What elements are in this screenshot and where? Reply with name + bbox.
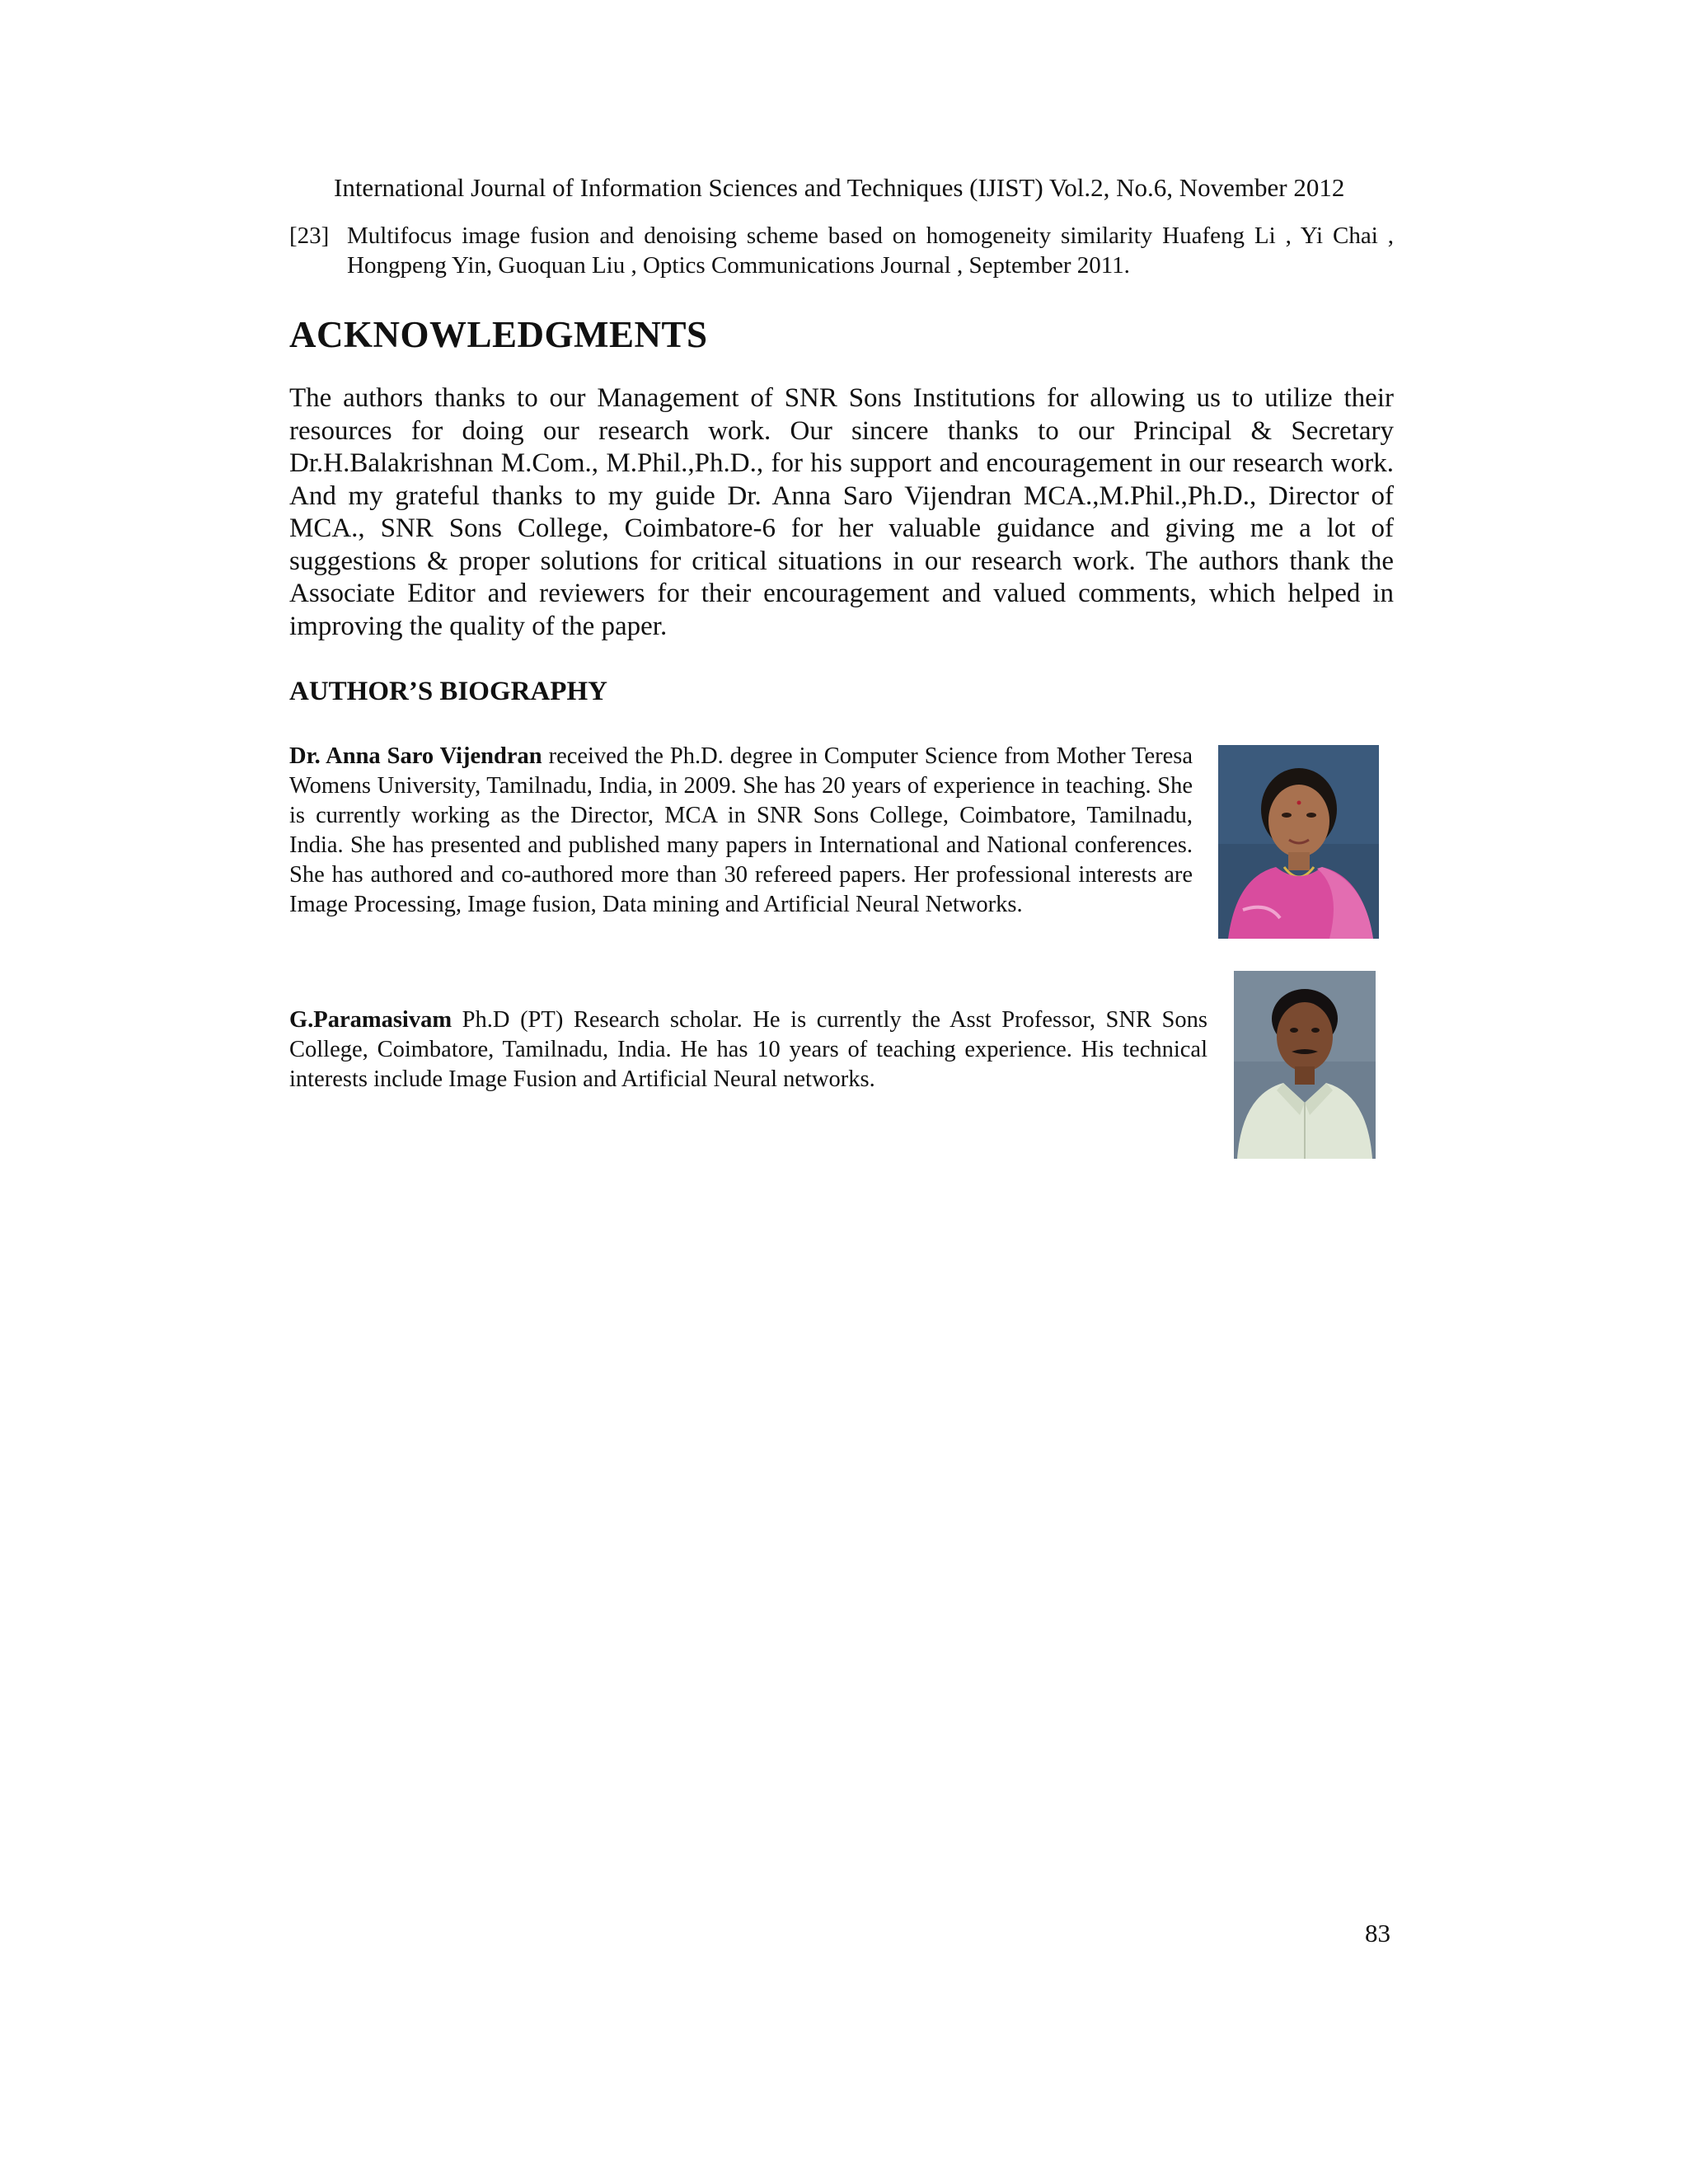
author-bio-2 (289, 1005, 1207, 1094)
author-name-1: Dr. Anna Saro Vijendran (289, 743, 542, 769)
author-bio-text-1: received the Ph.D. degree in Computer Science from Mother Teresa Womens University, Tamilnadu, India, in 2009. She has 20 years of experience in teaching. She is currently working as the Director, MCA in SNR Sons College, Coimbatore, Tamilnadu, India. She has presented and published many papers in International and National conferences. She has authored and co-authored more than 30 refereed papers. Her professional interests are Image Processing, Image fusion, Data mining and Artificial Neural Networks. (289, 743, 1193, 917)
reference-text: Multifocus image fusion and denoising scheme based on homogeneity similarity Huafeng Li , Yi Chai , Hongpeng Yin, Guoquan Liu , Optics Communications Journal , September 2011. (347, 223, 1394, 279)
reference-number: [23] (289, 223, 330, 249)
reference-item (289, 221, 1394, 280)
author-portrait-2 (1234, 971, 1376, 1159)
author-photo-1 (1218, 745, 1379, 939)
running-header: International Journal of Information Sciences and Techniques (IJIST) Vol.2, No.6, November 2012 (334, 173, 1345, 202)
author-bio-text-2: Ph.D (PT) Research scholar. He is currently the Asst Professor, SNR Sons College, Coimbatore, Tamilnadu, India. He has 10 years of teaching experience. His technical interests include Image Fusion and Artificial Neural networks. (289, 1007, 1207, 1092)
author-portrait-1 (1218, 745, 1379, 939)
page-number: 83 (1365, 1919, 1390, 1947)
author-bio-1 (289, 742, 1193, 920)
biography-heading: AUTHOR’S BIOGRAPHY (289, 677, 607, 706)
acknowledgments-heading: ACKNOWLEDGMENTS (289, 314, 708, 355)
author-photo-2 (1234, 971, 1376, 1159)
reference-list (289, 221, 1394, 280)
author-name-2: G.Paramasivam (289, 1007, 452, 1033)
acknowledgments-body: The authors thanks to our Management of SNR Sons Institutions for allowing us to utilize their resources for doing our research work. Our sincere thanks to our Principal & Secretary Dr.H.Balakrishnan M.Com., M.Phil.,Ph.D., for his support and encouragement in our research work. And my grateful thanks to my guide Dr. Anna Saro Vijendran MCA.,M.Phil.,Ph.D., Director of MCA., SNR Sons College, Coimbatore-6 for her valuable guidance and giving me a lot of suggestions & proper solutions for critical situations in our research work. The authors thank the Associate Editor and reviewers for their encouragement and valued comments, which helped in improving the quality of the paper. (289, 383, 1394, 641)
